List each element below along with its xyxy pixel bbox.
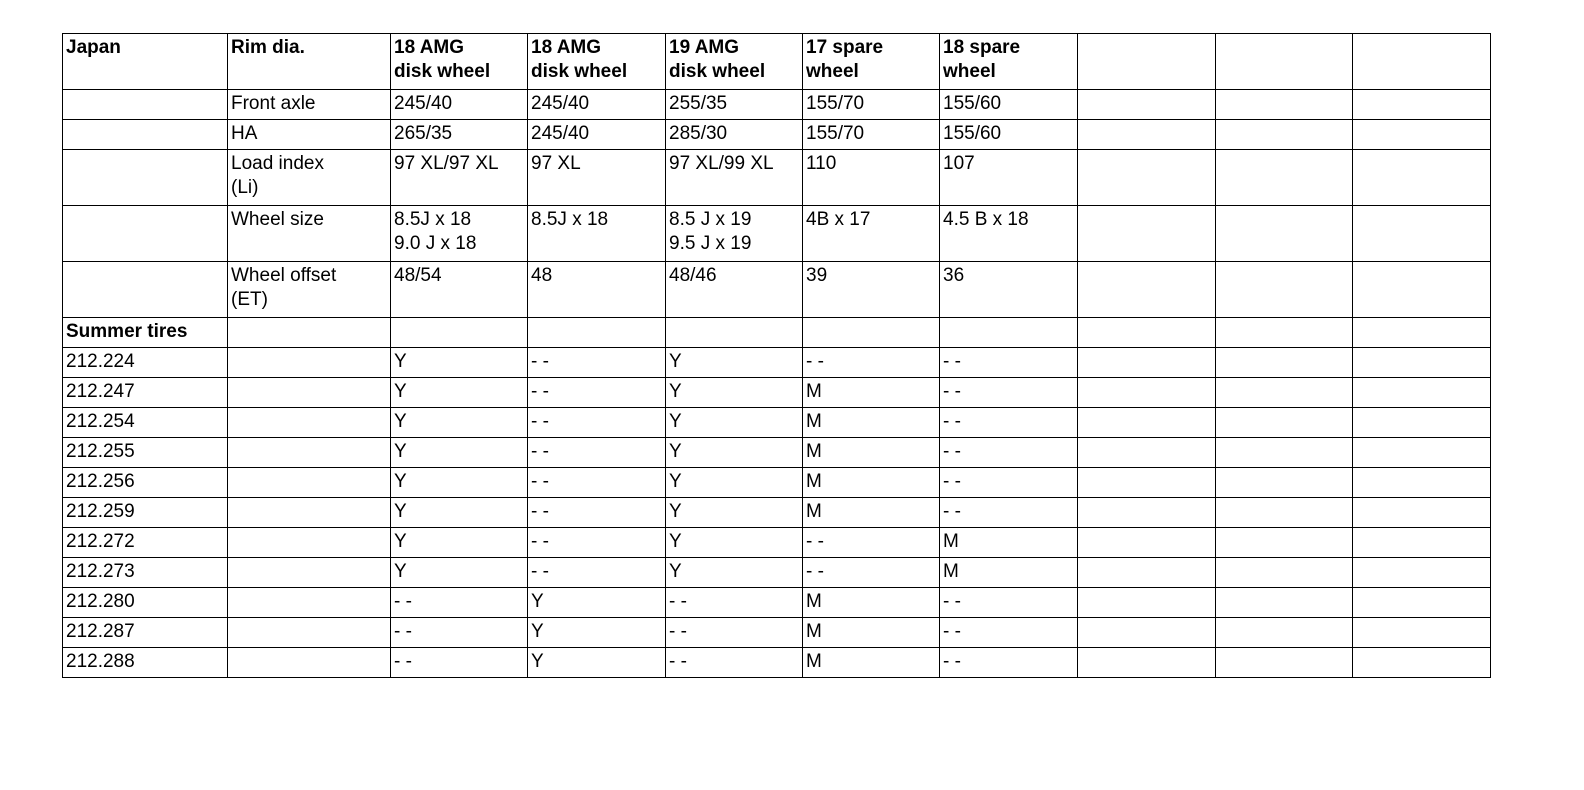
spec-row <box>63 120 1491 150</box>
spec-value: 245/40 <box>391 90 528 120</box>
empty-cell <box>528 318 666 348</box>
fitment-value: - - <box>803 558 940 588</box>
column-header: 18 spare wheel <box>940 34 1078 90</box>
empty-cell <box>63 150 228 206</box>
spec-value: 110 <box>803 150 940 206</box>
model-code: 212.247 <box>63 378 228 408</box>
empty-cell <box>940 318 1078 348</box>
fitment-value: Y <box>528 648 666 678</box>
empty-cell <box>1353 558 1491 588</box>
fitment-value: - - <box>666 588 803 618</box>
fitment-value: Y <box>666 348 803 378</box>
empty-cell <box>1353 618 1491 648</box>
model-code: 212.259 <box>63 498 228 528</box>
empty-cell <box>1353 150 1491 206</box>
empty-cell <box>228 528 391 558</box>
fitment-value: - - <box>940 498 1078 528</box>
spec-value: 155/70 <box>803 120 940 150</box>
fitment-value: Y <box>666 468 803 498</box>
table-row <box>63 498 1491 528</box>
empty-cell <box>1353 120 1491 150</box>
model-code: 212.288 <box>63 648 228 678</box>
table-row <box>63 408 1491 438</box>
column-header: 18 AMG disk wheel <box>391 34 528 90</box>
empty-cell <box>1216 150 1353 206</box>
fitment-value: - - <box>940 468 1078 498</box>
empty-cell <box>1216 90 1353 120</box>
fitment-value: Y <box>391 438 528 468</box>
spec-value: 155/70 <box>803 90 940 120</box>
empty-cell <box>1353 348 1491 378</box>
empty-cell <box>1078 438 1216 468</box>
empty-cell <box>666 318 803 348</box>
empty-cell <box>1216 438 1353 468</box>
spec-value: 245/40 <box>528 120 666 150</box>
spec-row <box>63 262 1491 318</box>
spec-label: Load index (Li) <box>228 150 391 206</box>
spec-row <box>63 150 1491 206</box>
fitment-value: - - <box>391 588 528 618</box>
empty-cell <box>1078 318 1216 348</box>
empty-cell <box>1216 120 1353 150</box>
spec-value: 8.5J x 18 <box>528 206 666 262</box>
spec-value: 107 <box>940 150 1078 206</box>
column-header: 18 AMG disk wheel <box>528 34 666 90</box>
fitment-value: - - <box>940 588 1078 618</box>
empty-cell <box>1353 648 1491 678</box>
spec-value: 285/30 <box>666 120 803 150</box>
fitment-value: M <box>803 618 940 648</box>
fitment-value: - - <box>528 348 666 378</box>
spec-value: 4.5 B x 18 <box>940 206 1078 262</box>
empty-cell <box>228 588 391 618</box>
empty-cell <box>1216 618 1353 648</box>
column-header: 19 AMG disk wheel <box>666 34 803 90</box>
empty-cell <box>1216 528 1353 558</box>
empty-cell <box>1216 262 1353 318</box>
column-header: 17 spare wheel <box>803 34 940 90</box>
fitment-value: Y <box>391 348 528 378</box>
empty-cell <box>1078 558 1216 588</box>
fitment-value: - - <box>528 468 666 498</box>
fitment-value: Y <box>391 378 528 408</box>
empty-cell <box>1353 408 1491 438</box>
section-title: Summer tires <box>63 318 228 348</box>
fitment-value: Y <box>666 558 803 588</box>
spec-value: 265/35 <box>391 120 528 150</box>
spec-label: HA <box>228 120 391 150</box>
fitment-value: Y <box>666 408 803 438</box>
empty-cell <box>1078 528 1216 558</box>
empty-cell <box>63 90 228 120</box>
fitment-value: Y <box>666 528 803 558</box>
empty-cell <box>63 206 228 262</box>
table-row <box>63 378 1491 408</box>
empty-cell <box>1216 468 1353 498</box>
fitment-value: - - <box>940 618 1078 648</box>
fitment-value: - - <box>528 408 666 438</box>
empty-cell <box>1353 528 1491 558</box>
spec-value: 8.5 J x 19 9.5 J x 19 <box>666 206 803 262</box>
empty-cell <box>1078 378 1216 408</box>
fitment-value: - - <box>940 438 1078 468</box>
fitment-value: - - <box>666 648 803 678</box>
fitment-value: M <box>803 588 940 618</box>
empty-cell <box>228 648 391 678</box>
fitment-value: M <box>803 468 940 498</box>
fitment-value: Y <box>391 498 528 528</box>
empty-cell <box>1078 262 1216 318</box>
empty-cell <box>228 408 391 438</box>
table-row <box>63 618 1491 648</box>
fitment-value: - - <box>940 648 1078 678</box>
empty-cell <box>1078 206 1216 262</box>
fitment-value: - - <box>528 378 666 408</box>
fitment-value: - - <box>803 528 940 558</box>
table-row <box>63 588 1491 618</box>
empty-cell <box>228 468 391 498</box>
spec-value: 97 XL/97 XL <box>391 150 528 206</box>
spec-value: 97 XL/99 XL <box>666 150 803 206</box>
spec-value: 155/60 <box>940 90 1078 120</box>
empty-cell <box>1078 618 1216 648</box>
spec-value: 8.5J x 18 9.0 J x 18 <box>391 206 528 262</box>
empty-cell <box>228 558 391 588</box>
empty-cell <box>1353 90 1491 120</box>
fitment-value: - - <box>528 558 666 588</box>
empty-cell <box>1353 438 1491 468</box>
empty-cell <box>1216 558 1353 588</box>
empty-cell <box>1353 34 1491 90</box>
empty-cell <box>1353 262 1491 318</box>
empty-cell <box>1078 150 1216 206</box>
empty-cell <box>1078 648 1216 678</box>
table-row <box>63 438 1491 468</box>
empty-cell <box>1216 408 1353 438</box>
empty-cell <box>1216 498 1353 528</box>
empty-cell <box>1216 206 1353 262</box>
empty-cell <box>228 318 391 348</box>
empty-cell <box>1353 498 1491 528</box>
fitment-value: M <box>803 438 940 468</box>
empty-cell <box>1216 378 1353 408</box>
empty-cell <box>228 378 391 408</box>
fitment-value: - - <box>940 408 1078 438</box>
spec-label: Wheel size <box>228 206 391 262</box>
spec-row <box>63 206 1491 262</box>
empty-cell <box>1078 468 1216 498</box>
empty-cell <box>391 318 528 348</box>
empty-cell <box>803 318 940 348</box>
header-row <box>63 34 1491 90</box>
fitment-value: M <box>803 408 940 438</box>
empty-cell <box>63 120 228 150</box>
table-row <box>63 528 1491 558</box>
spec-row <box>63 90 1491 120</box>
empty-cell <box>1078 348 1216 378</box>
fitment-value: Y <box>666 438 803 468</box>
model-code: 212.224 <box>63 348 228 378</box>
table-row <box>63 348 1491 378</box>
spec-value: 48/54 <box>391 262 528 318</box>
spec-value: 4B x 17 <box>803 206 940 262</box>
empty-cell <box>1216 648 1353 678</box>
table-row <box>63 648 1491 678</box>
fitment-value: M <box>803 378 940 408</box>
model-code: 212.255 <box>63 438 228 468</box>
fitment-value: Y <box>391 468 528 498</box>
empty-cell <box>1216 348 1353 378</box>
fitment-value: M <box>803 498 940 528</box>
empty-cell <box>228 498 391 528</box>
fitment-value: - - <box>940 378 1078 408</box>
spec-value: 48 <box>528 262 666 318</box>
empty-cell <box>1216 34 1353 90</box>
spec-value: 36 <box>940 262 1078 318</box>
fitment-value: Y <box>391 558 528 588</box>
empty-cell <box>1216 588 1353 618</box>
fitment-value: - - <box>528 498 666 528</box>
spec-label: Front axle <box>228 90 391 120</box>
empty-cell <box>1353 206 1491 262</box>
spec-value: 245/40 <box>528 90 666 120</box>
fitment-value: - - <box>803 348 940 378</box>
empty-cell <box>228 618 391 648</box>
fitment-value: Y <box>528 618 666 648</box>
fitment-value: Y <box>391 408 528 438</box>
fitment-value: Y <box>666 498 803 528</box>
fitment-value: - - <box>528 528 666 558</box>
model-code: 212.280 <box>63 588 228 618</box>
tire-table <box>62 33 1491 678</box>
fitment-value: - - <box>391 648 528 678</box>
spec-value: 39 <box>803 262 940 318</box>
empty-cell <box>63 262 228 318</box>
spec-value: 155/60 <box>940 120 1078 150</box>
fitment-value: Y <box>528 588 666 618</box>
spec-label: Wheel offset (ET) <box>228 262 391 318</box>
fitment-value: Y <box>391 528 528 558</box>
fitment-value: - - <box>940 348 1078 378</box>
model-code: 212.287 <box>63 618 228 648</box>
empty-cell <box>1078 34 1216 90</box>
section-row <box>63 318 1491 348</box>
fitment-value: Y <box>666 378 803 408</box>
empty-cell <box>1353 588 1491 618</box>
table-row <box>63 468 1491 498</box>
fitment-value: - - <box>528 438 666 468</box>
spec-value: 48/46 <box>666 262 803 318</box>
empty-cell <box>1078 90 1216 120</box>
empty-cell <box>228 438 391 468</box>
empty-cell <box>1353 318 1491 348</box>
spec-value: 255/35 <box>666 90 803 120</box>
empty-cell <box>1216 318 1353 348</box>
fitment-value: M <box>803 648 940 678</box>
empty-cell <box>1078 498 1216 528</box>
table-row <box>63 558 1491 588</box>
model-code: 212.256 <box>63 468 228 498</box>
spec-value: 97 XL <box>528 150 666 206</box>
empty-cell <box>1353 378 1491 408</box>
fitment-value: M <box>940 558 1078 588</box>
model-code: 212.272 <box>63 528 228 558</box>
region-header: Japan <box>63 34 228 90</box>
fitment-value: M <box>940 528 1078 558</box>
rim-dia-header: Rim dia. <box>228 34 391 90</box>
empty-cell <box>1078 408 1216 438</box>
empty-cell <box>1078 120 1216 150</box>
fitment-value: - - <box>666 618 803 648</box>
empty-cell <box>228 348 391 378</box>
model-code: 212.254 <box>63 408 228 438</box>
empty-cell <box>1353 468 1491 498</box>
model-code: 212.273 <box>63 558 228 588</box>
fitment-value: - - <box>391 618 528 648</box>
empty-cell <box>1078 588 1216 618</box>
